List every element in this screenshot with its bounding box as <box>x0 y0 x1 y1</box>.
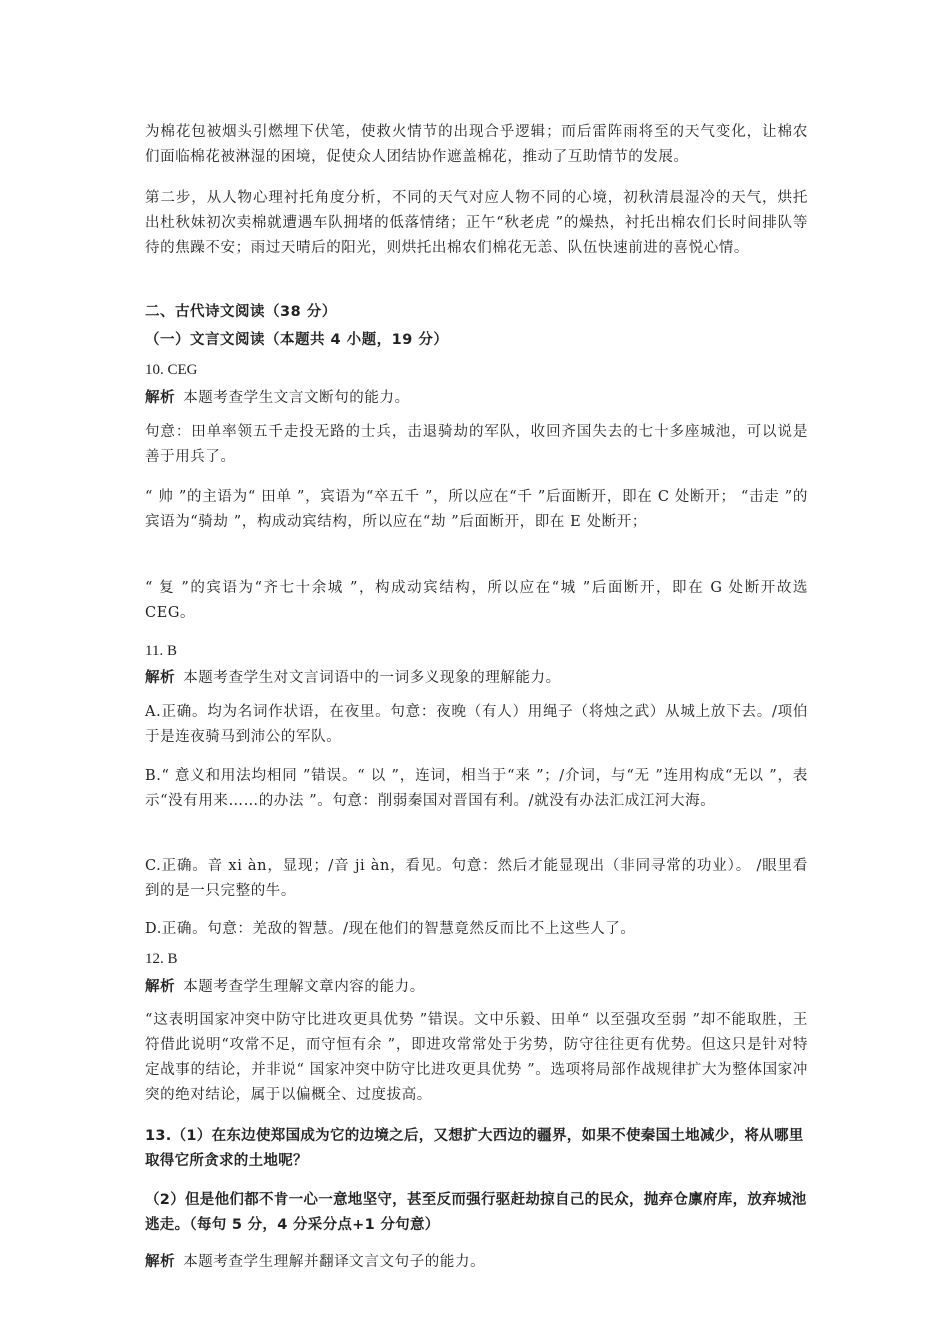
q10-answer: 10. CEG <box>145 362 198 378</box>
q13-answer-1: 13.（1）在东边使郑国成为它的边境之后，又想扩大西边的疆界，如果不使秦国土地减少，将从哪里取得它所贪求的土地呢？ <box>145 1128 804 1169</box>
q11-option-c: C.正确。音 xi àn，显现；/音 ji àn，看见。句意：然后才能显现出（非同寻常的功业）。 /眼里看到的是一只完整的牛。 <box>145 858 808 899</box>
section-title: 二、古代诗文阅读（38 分） <box>145 304 337 320</box>
q13-analysis <box>145 1250 808 1275</box>
q10-explanation-2: “ 复 ”的宾语为“齐七十余城 ”，构成动宾结构，所以应在“城 ”后面断开，即在 G 处断开故选 CEG。 <box>145 580 808 621</box>
q10-explanation-1: “ 帅 ”的主语为“ 田单 ”，宾语为“卒五千 ”，所以应在“千 ”后面断开，即在 C 处断开； “击走 ”的宾语为“骑劫 ”，构成动宾结构，所以应在“劫 ”后面断开，即在 E 处断开； <box>145 489 808 530</box>
q10-analysis <box>145 386 808 411</box>
q11-option-a: A.正确。均为名词作状语，在夜里。句意：夜晚（有人）用绳子（将烛之武）从城上放下去。/项伯于是连夜骑马到沛公的军队。 <box>145 704 808 745</box>
section-subtitle: （一）文言文阅读（本题共 4 小题，19 分） <box>145 332 449 348</box>
q10-sentence-meaning: 句意：田单率领五千走投无路的士兵，击退骑劫的军队，收回齐国失去的七十多座城池，可以说是善于用兵了。 <box>145 424 808 465</box>
q12-answer: 12. B <box>145 951 178 967</box>
q11-option-d: D.正确。句意：羌敌的智慧。/现在他们的智慧竟然反而比不上这些人了。 <box>145 921 636 937</box>
analysis-label: 解析 <box>145 1254 176 1270</box>
q11-answer: 11. B <box>145 643 177 659</box>
q12-analysis <box>145 975 808 1000</box>
analysis-text: 本题考查学生对文言词语中的一词多义现象的理解能力。 <box>183 670 561 686</box>
analysis-text: 本题考查学生理解文章内容的能力。 <box>183 979 425 995</box>
analysis-label: 解析 <box>145 390 176 406</box>
analysis-text: 本题考查学生文言文断句的能力。 <box>183 390 410 406</box>
q11-option-b: B.“ 意义和用法均相同 ”错误。“ 以 ”，连词，相当于“来 ”；/介词，与“无 ”连用构成“无以 ”，表示“没有用来……的办法 ”。句意：削弱秦国对晋国有利。/就没有办法汇成江河大海。 <box>145 768 808 809</box>
q11-analysis <box>145 666 808 691</box>
analysis-label: 解析 <box>145 979 176 995</box>
paragraph-psychology: 第二步，从人物心理衬托角度分析，不同的天气对应人物不同的心境，初秋清晨湿冷的天气，烘托出杜秋妹初次卖棉就遭遇车队拥堵的低落情绪；正午“秋老虎 ”的燥热，衬托出棉农们长时间排队等待的焦躁不安；雨过天晴后的阳光，则烘托出棉农们棉花无恙、队伍快速前进的喜悦心情。 <box>145 190 808 256</box>
q13-answer-2: （2）但是他们都不肯一心一意地坚守，甚至反而强行驱赶劫掠自己的民众，抛弃仓廪府库，放弃城池逃走。（每句 5 分，4 分采分点+1 分句意） <box>145 1192 807 1233</box>
analysis-text: 本题考查学生理解并翻译文言文句子的能力。 <box>183 1254 486 1270</box>
q12-explanation: “这表明国家冲突中防守比进攻更具优势 ”错误。文中乐毅、田单“ 以至强攻至弱 ”却不能取胜，王符借此说明“攻常不足，而守恒有余 ”，即进攻常常处于劣势，防守往往更有优势。但这只是针对特定战事的结论，并非说“ 国家冲突中防守比进攻更具优势 ”。选项将局部作战规律扩大为整体国家冲突的绝对结论，属于以偏概全、过度拔高。 <box>145 1012 808 1103</box>
paragraph-plot-weather: 为棉花包被烟头引燃埋下伏笔，使救火情节的出现合乎逻辑；而后雷阵雨将至的天气变化，让棉农们面临棉花被淋湿的困境，促使众人团结协作遮盖棉花，推动了互助情节的发展。 <box>145 124 808 165</box>
analysis-label: 解析 <box>145 670 176 686</box>
